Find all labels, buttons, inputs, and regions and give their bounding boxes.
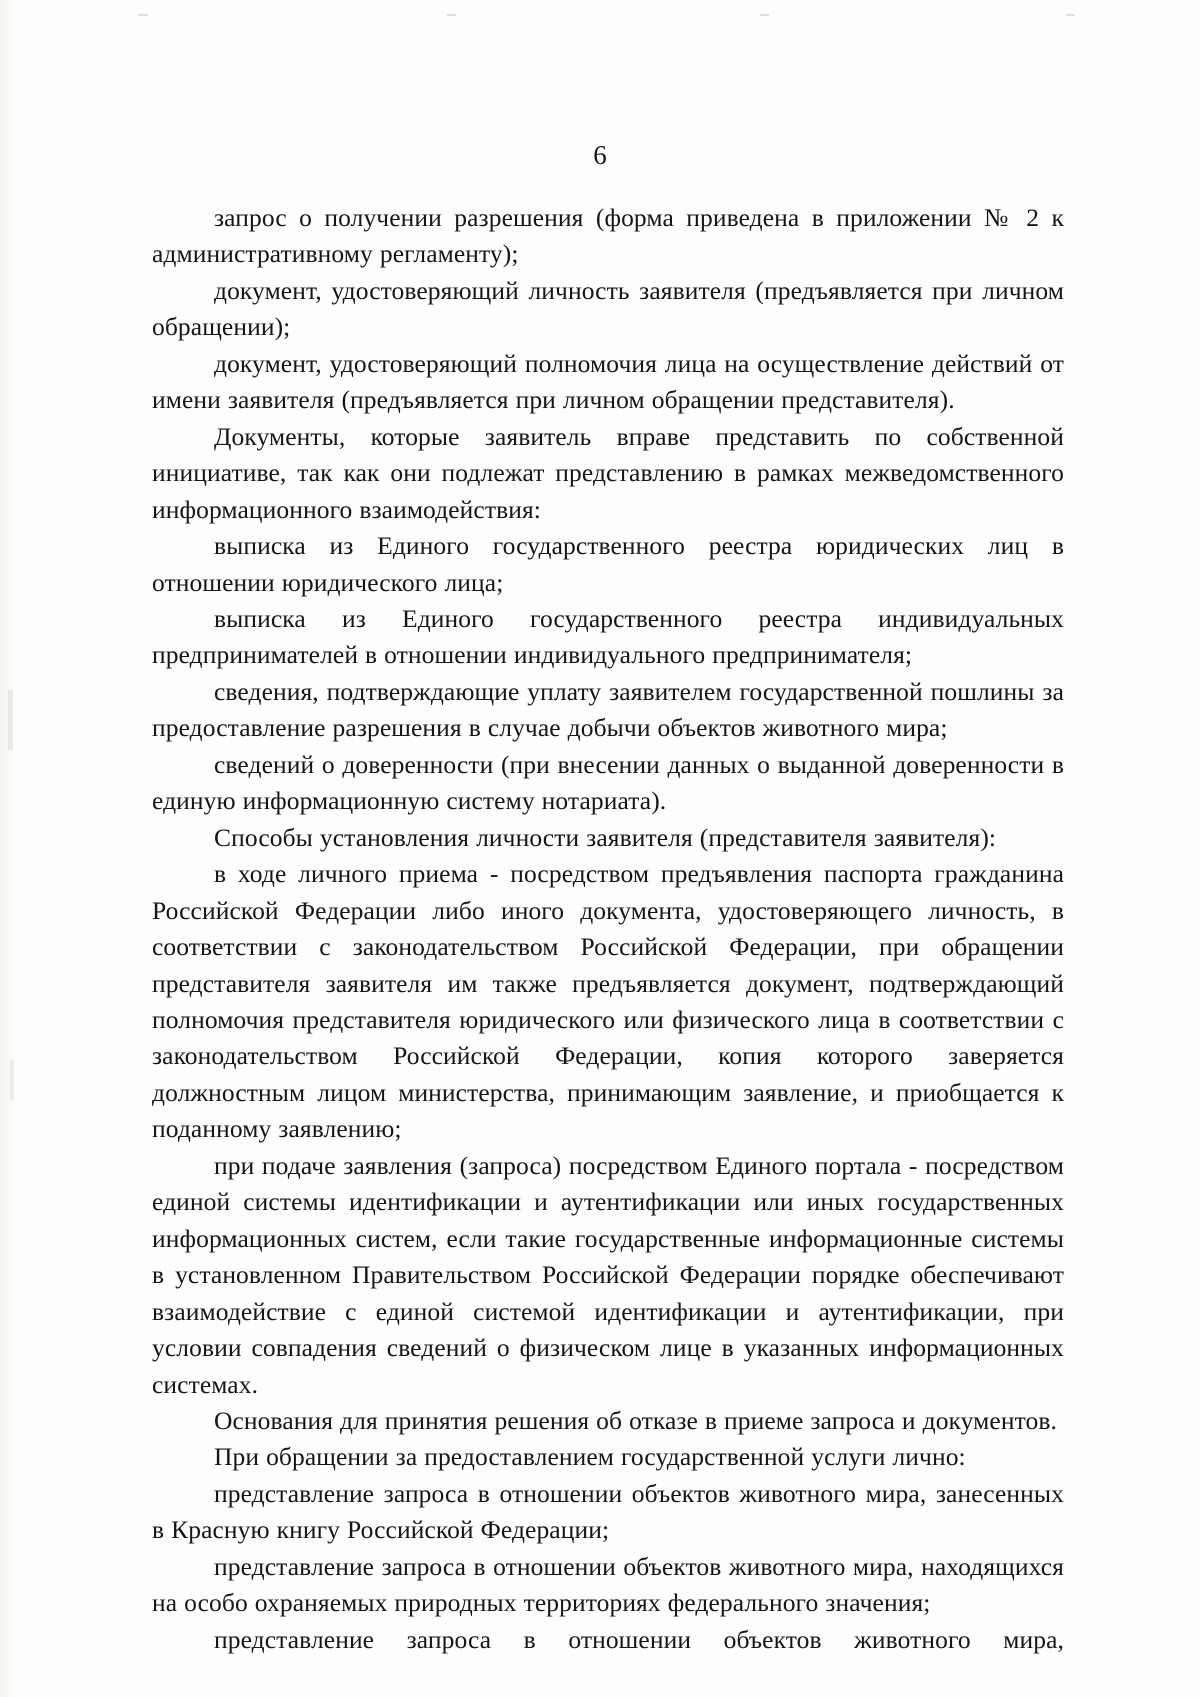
paragraph: Документы, которые заявитель вправе представить по собственной инициативе, так как они подлежат представлению в рамках межведомственного информационного взаимодействия: [152,421,1064,524]
scan-edge-artifact [0,0,14,1697]
paragraph: при подаче заявления (запроса) посредством Единого портала - посредством единой системы идентификации и аутентификации или иных государственных информационных систем, если такие государственные информационные системы в установленном Правительством Российской Федерации порядке обеспечивают взаимодействие с единой системой идентификации и аутентификации, при условии совпадения сведений о физическом лице в указанных информационных системах. [152,1150,1064,1399]
paragraph: сведения, подтверждающие уплату заявителем государственной пошлины за предоставление разрешения в случае добычи объектов животного мира; [152,676,1064,743]
paragraph: Способы установления личности заявителя (представителя заявителя): [214,822,997,852]
page-number: 6 [593,140,607,170]
paragraph: представление запроса в отношении объектов животного мира, находящихся на особо охраняемых природных территориях федерального значения; [152,1551,1064,1618]
paragraph: выписка из Единого государственного реестра юридических лиц в отношении юридического лица; [152,531,1064,597]
document-body [152,200,1064,1695]
scan-speck [10,1060,14,1100]
paragraph: представление запроса в отношении объектов животного мира, [214,1624,1064,1654]
scan-speck [447,14,456,16]
scan-speck [760,14,769,16]
scan-speck [138,14,148,16]
paragraph: сведений о доверенности (при внесении данных о выданной доверенности в единую информационную систему нотариата). [152,749,1064,816]
scan-speck [8,690,13,750]
paragraph: Основания для принятия решения об отказе в приеме запроса и документов. [214,1405,1057,1435]
paragraph: При обращении за предоставлением государственной услуги лично: [214,1442,966,1472]
paragraph: в ходе личного приема - посредством предъявления паспорта гражданина Российской Федерации либо иного документа, удостоверяющего личность, в соответствии с законодательством Российской Федерации, при обращении представителя заявителя им также предъявляется документ, подтверждающий полномочия представителя юридического или физического лица в соответствии с законодательством Российской Федерации, копия которого заверяется должностным лицом министерства, принимающим заявление, и приобщается к поданному заявлению; [152,859,1064,1144]
paragraph: документ, удостоверяющий полномочия лица на осуществление действий от имени заявителя (предъявляется при личном обращении представителя). [152,348,1064,415]
paragraph: выписка из Единого государственного реестра индивидуальных предпринимателей в отношении индивидуального предпринимателя; [152,603,1064,670]
scan-speck [1066,14,1075,16]
paragraph: документ, удостоверяющий личность заявителя (предъявляется при личном обращении); [152,275,1064,342]
paragraph: представление запроса в отношении объектов животного мира, занесенных в Красную книгу Российской Федерации; [152,1478,1064,1545]
paragraph: запрос о получении разрешения (форма приведена в приложении № 2 к административному регламенту); [152,203,1064,269]
